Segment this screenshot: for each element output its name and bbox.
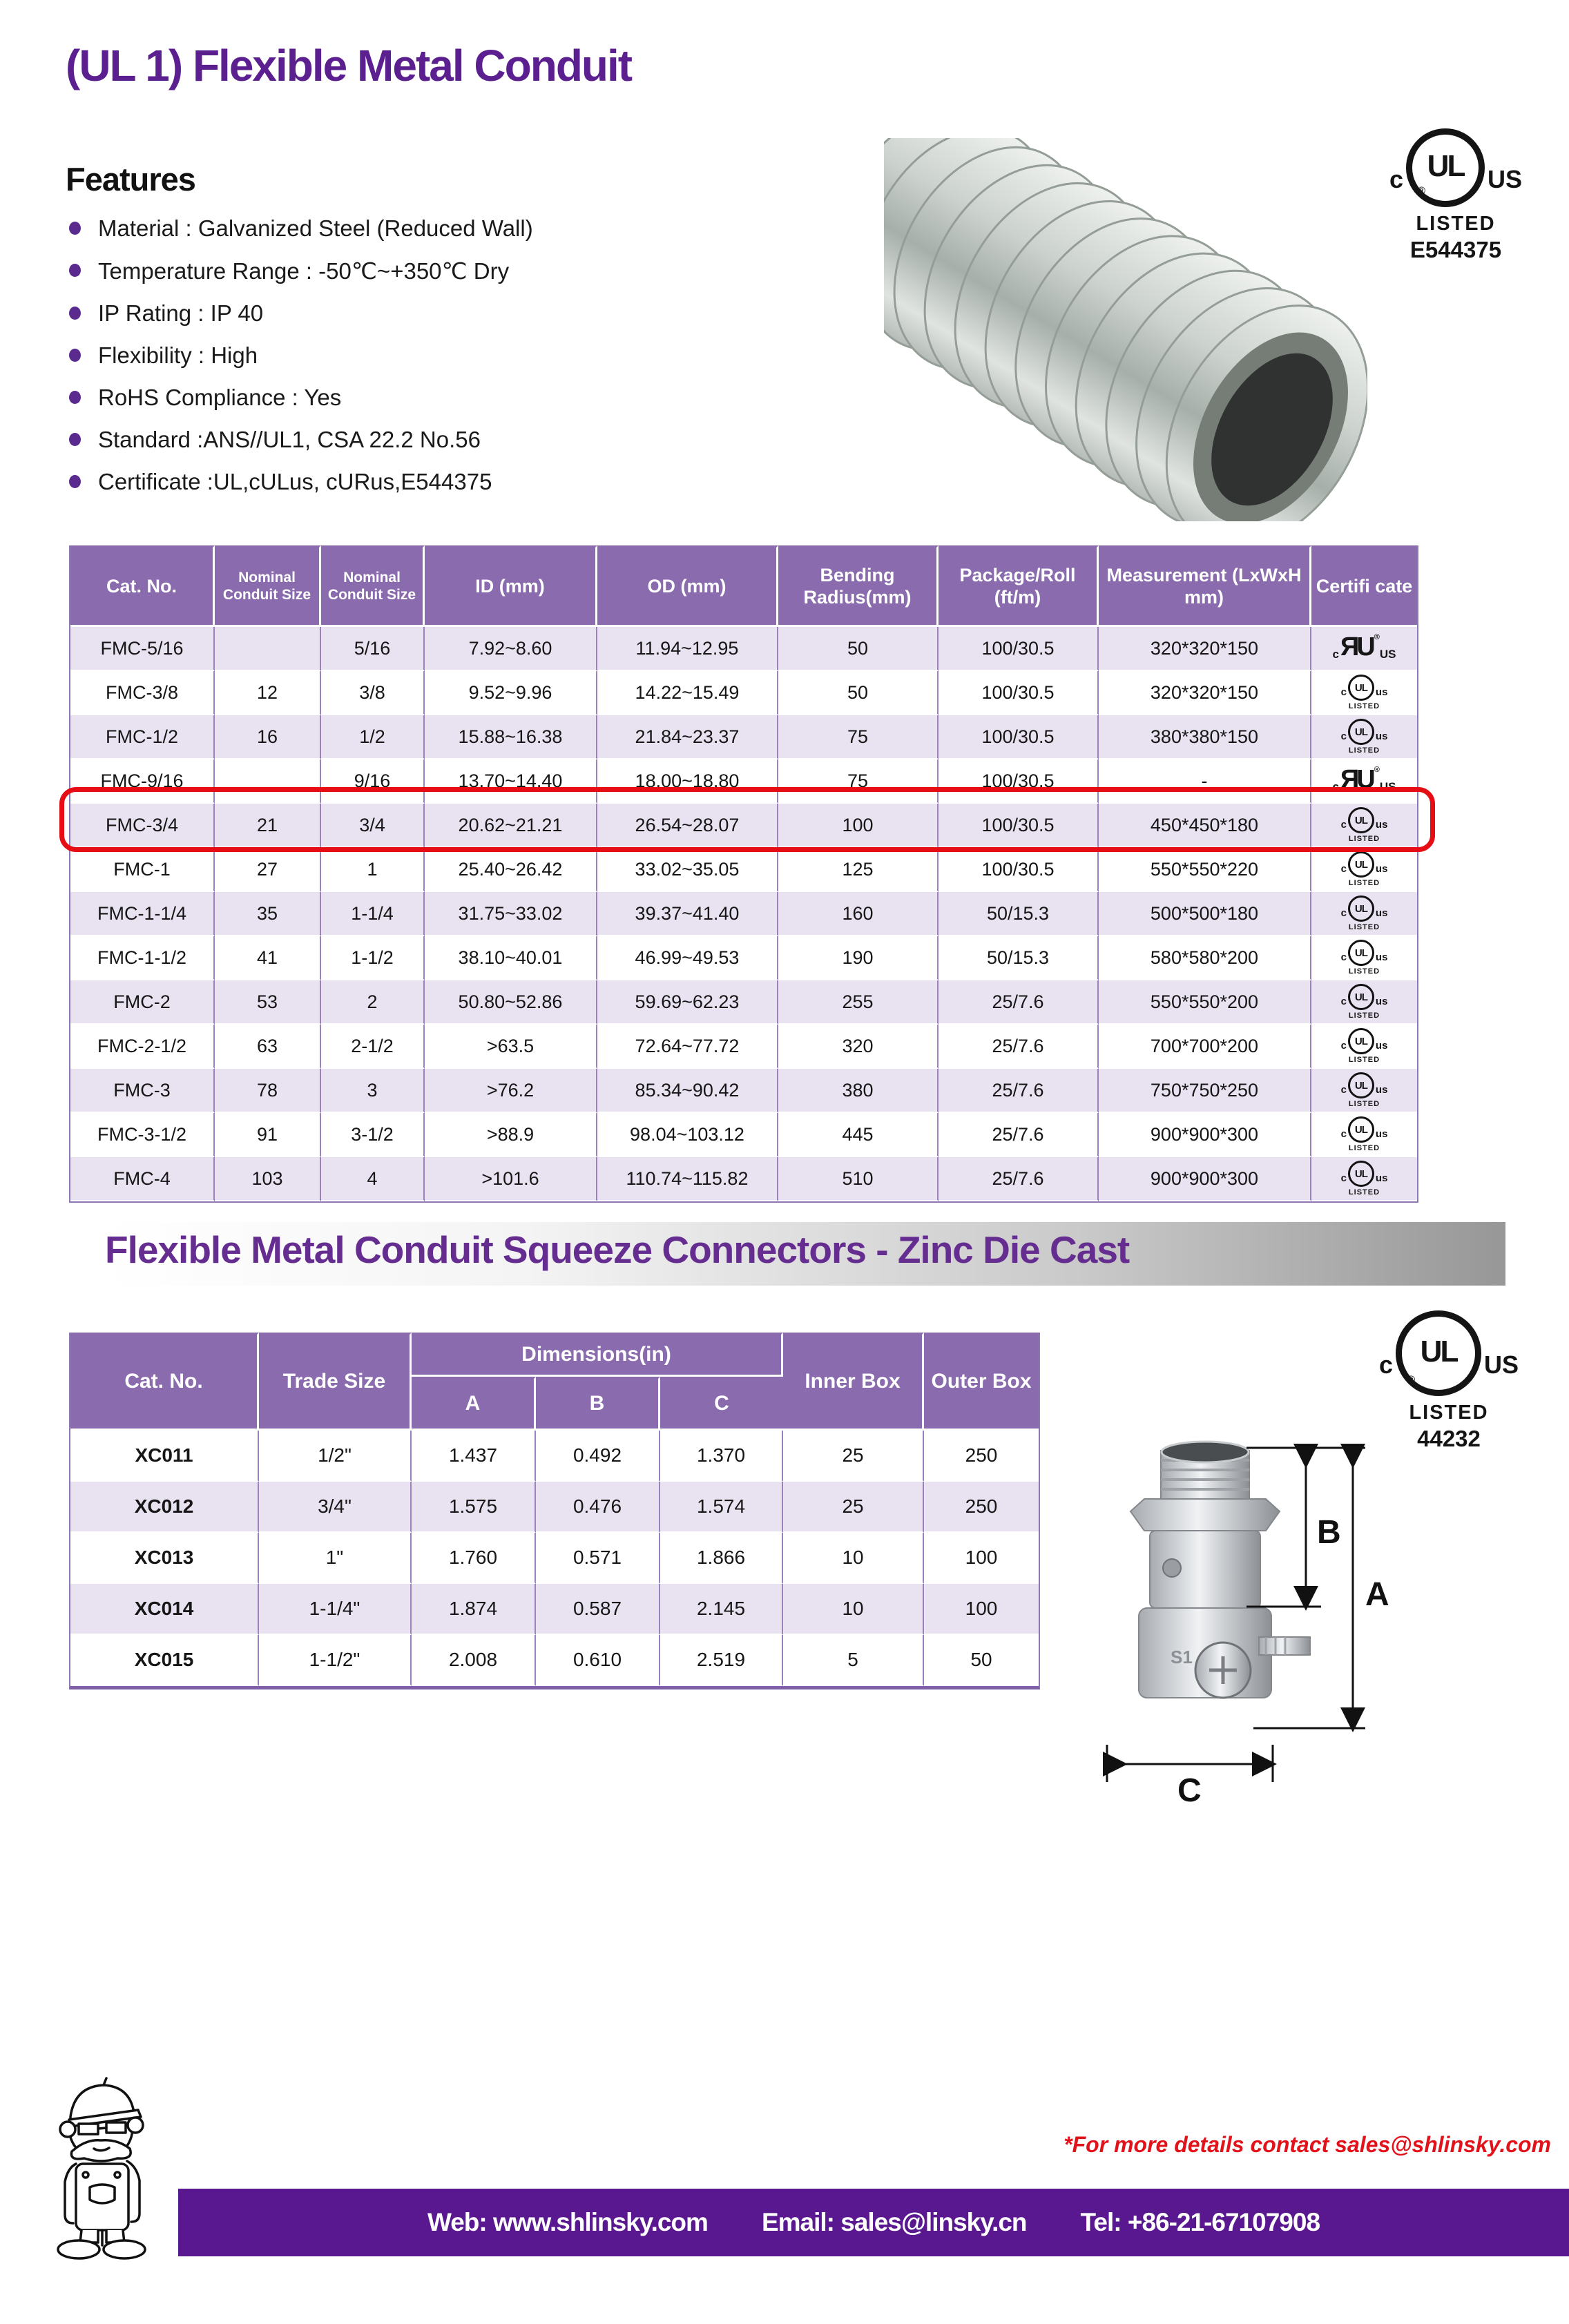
feature-rohs: RoHS Compliance : Yes bbox=[69, 385, 533, 411]
package-roll-cell: 100/30.5 bbox=[938, 715, 1099, 759]
inner-box-cell: 10 bbox=[783, 1584, 924, 1635]
certificate-cell bbox=[1311, 848, 1417, 892]
package-roll-cell: 50/15.3 bbox=[938, 892, 1099, 936]
table-row bbox=[70, 936, 1417, 980]
table-row bbox=[70, 1533, 1039, 1584]
table-row bbox=[70, 1635, 1039, 1686]
nominal-size-mm-cell: 78 bbox=[215, 1069, 321, 1113]
connector-nut bbox=[1130, 1499, 1280, 1531]
inner-box-cell: 25 bbox=[783, 1482, 924, 1533]
nominal-size-in-cell: 5/16 bbox=[321, 627, 425, 671]
col2-trade-size: Trade Size bbox=[259, 1333, 412, 1431]
id-mm-cell: 13.70~14.40 bbox=[425, 759, 597, 804]
measurement-cell: - bbox=[1099, 759, 1311, 804]
col2-inner-box: Inner Box bbox=[783, 1333, 924, 1431]
ul-c-letter: c bbox=[1378, 1350, 1393, 1379]
od-mm-cell: 21.84~23.37 bbox=[597, 715, 778, 759]
nominal-size-mm-cell: 53 bbox=[215, 980, 321, 1025]
col-od-mm: OD (mm) bbox=[597, 545, 778, 627]
table1-header-row bbox=[70, 545, 1417, 627]
culus-listed-icon: c UL us LISTED bbox=[1341, 895, 1388, 931]
ul-listed-logo-top bbox=[1378, 128, 1533, 263]
dim-label-b: B bbox=[1317, 1514, 1341, 1551]
cat-no-cell: FMC-5/16 bbox=[70, 627, 215, 671]
od-mm-cell: 39.37~41.40 bbox=[597, 892, 778, 936]
table-row bbox=[70, 980, 1417, 1025]
culus-listed-icon: c UL us LISTED bbox=[1341, 1116, 1388, 1152]
id-mm-cell: 9.52~9.96 bbox=[425, 671, 597, 715]
table2-header-row1 bbox=[70, 1333, 1039, 1377]
measurement-cell: 750*750*250 bbox=[1099, 1069, 1311, 1113]
od-mm-cell: 14.22~15.49 bbox=[597, 671, 778, 715]
table-row bbox=[70, 1157, 1417, 1201]
nominal-size-mm-cell: 21 bbox=[215, 804, 321, 848]
id-mm-cell: 7.92~8.60 bbox=[425, 627, 597, 671]
trade-size-cell: 1-1/2" bbox=[259, 1635, 412, 1686]
dim-c-cell: 1.574 bbox=[660, 1482, 783, 1533]
measurement-cell: 450*450*180 bbox=[1099, 804, 1311, 848]
table-row bbox=[70, 715, 1417, 759]
bending-radius-cell: 255 bbox=[778, 980, 938, 1025]
table-row bbox=[70, 1025, 1417, 1069]
culus-listed-icon: c UL us LISTED bbox=[1341, 719, 1388, 755]
certificate-cell bbox=[1311, 980, 1417, 1025]
trade-size-cell: 1-1/4" bbox=[259, 1584, 412, 1635]
od-mm-cell: 85.34~90.42 bbox=[597, 1069, 778, 1113]
col2-cat-no: Cat. No. bbox=[70, 1333, 259, 1431]
footer-tel: Tel: +86-21-67107908 bbox=[1080, 2208, 1320, 2236]
col-nominal-size-in: Nominal Conduit Size bbox=[321, 545, 425, 627]
certificate-cell bbox=[1311, 671, 1417, 715]
cat-no-cell: FMC-2 bbox=[70, 980, 215, 1025]
dim-c-cell: 2.145 bbox=[660, 1584, 783, 1635]
package-roll-cell: 100/30.5 bbox=[938, 759, 1099, 804]
nominal-size-mm-cell: 103 bbox=[215, 1157, 321, 1201]
bending-radius-cell: 160 bbox=[778, 892, 938, 936]
dim-a-cell: 1.437 bbox=[412, 1431, 536, 1482]
page-title: (UL 1) Flexible Metal Conduit bbox=[66, 41, 632, 90]
nominal-size-mm-cell: 35 bbox=[215, 892, 321, 936]
dim-b-cell: 0.587 bbox=[536, 1584, 660, 1635]
inner-box-cell: 5 bbox=[783, 1635, 924, 1686]
bending-radius-cell: 190 bbox=[778, 936, 938, 980]
od-mm-cell: 98.04~103.12 bbox=[597, 1113, 778, 1157]
features-heading: Features bbox=[66, 161, 195, 197]
cat-no-cell: FMC-1/2 bbox=[70, 715, 215, 759]
package-roll-cell: 25/7.6 bbox=[938, 1025, 1099, 1069]
culus-listed-icon: c UL us LISTED bbox=[1341, 940, 1388, 976]
id-mm-cell: 31.75~33.02 bbox=[425, 892, 597, 936]
measurement-cell: 900*900*300 bbox=[1099, 1157, 1311, 1201]
measurement-cell: 380*380*150 bbox=[1099, 715, 1311, 759]
nominal-size-mm-cell bbox=[215, 627, 321, 671]
certificate-cell bbox=[1311, 1157, 1417, 1201]
measurement-cell: 550*550*200 bbox=[1099, 980, 1311, 1025]
contact-note: *For more details contact sales@shlinsky.com bbox=[1063, 2132, 1551, 2157]
table-row bbox=[70, 848, 1417, 892]
footer-web: Web: www.shlinsky.com bbox=[427, 2208, 708, 2236]
curus-recognized-icon: c ЯU ® US bbox=[1332, 765, 1396, 794]
nominal-size-in-cell: 9/16 bbox=[321, 759, 425, 804]
ul-circle-icon: UL bbox=[1348, 1161, 1374, 1187]
outer-box-cell: 50 bbox=[924, 1635, 1039, 1686]
measurement-cell: 900*900*300 bbox=[1099, 1113, 1311, 1157]
ul-circle-icon: UL ® bbox=[1396, 1310, 1481, 1396]
package-roll-cell: 50/15.3 bbox=[938, 936, 1099, 980]
ul-circle-icon: UL bbox=[1348, 719, 1374, 745]
nominal-size-in-cell: 3/8 bbox=[321, 671, 425, 715]
feature-material: Material : Galvanized Steel (Reduced Wall) bbox=[69, 215, 533, 242]
curus-recognized-icon: c ЯU ® US bbox=[1332, 632, 1396, 661]
package-roll-cell: 25/7.6 bbox=[938, 1069, 1099, 1113]
nominal-size-in-cell: 3 bbox=[321, 1069, 425, 1113]
dim-b-cell: 0.476 bbox=[536, 1482, 660, 1533]
culus-listed-icon: c UL us LISTED bbox=[1341, 1028, 1388, 1064]
table-row bbox=[70, 1584, 1039, 1635]
inner-box-cell: 25 bbox=[783, 1431, 924, 1482]
dim-a-cell: 1.760 bbox=[412, 1533, 536, 1584]
bending-radius-cell: 445 bbox=[778, 1113, 938, 1157]
table-row bbox=[70, 1431, 1039, 1482]
table-row bbox=[70, 892, 1417, 936]
conduit-product-photo bbox=[884, 138, 1367, 521]
table-row bbox=[70, 671, 1417, 715]
nominal-size-mm-cell bbox=[215, 759, 321, 804]
col2-outer-box: Outer Box bbox=[924, 1333, 1039, 1431]
table-row bbox=[70, 627, 1417, 671]
nominal-size-mm-cell: 27 bbox=[215, 848, 321, 892]
cat-no-cell: FMC-3-1/2 bbox=[70, 1113, 215, 1157]
outer-box-cell: 250 bbox=[924, 1431, 1039, 1482]
od-mm-cell: 33.02~35.05 bbox=[597, 848, 778, 892]
dim-b-cell: 0.492 bbox=[536, 1431, 660, 1482]
inner-box-cell: 10 bbox=[783, 1533, 924, 1584]
dim-label-c: C bbox=[1177, 1772, 1202, 1805]
package-roll-cell: 25/7.6 bbox=[938, 1113, 1099, 1157]
bending-radius-cell: 125 bbox=[778, 848, 938, 892]
trade-size-cell: 1" bbox=[259, 1533, 412, 1584]
feature-ip-rating: IP Rating : IP 40 bbox=[69, 300, 533, 327]
od-mm-cell: 72.64~77.72 bbox=[597, 1025, 778, 1069]
measurement-cell: 320*320*150 bbox=[1099, 671, 1311, 715]
cat-no-cell: XC014 bbox=[70, 1584, 259, 1635]
cat-no-cell: XC011 bbox=[70, 1431, 259, 1482]
ul-circle-icon: UL bbox=[1348, 895, 1374, 922]
trade-size-cell: 1/2" bbox=[259, 1431, 412, 1482]
nominal-size-in-cell: 2 bbox=[321, 980, 425, 1025]
cat-no-cell: FMC-1-1/2 bbox=[70, 936, 215, 980]
ul-us-letters: US bbox=[1488, 165, 1523, 193]
nominal-size-in-cell: 4 bbox=[321, 1157, 425, 1201]
bending-radius-cell: 75 bbox=[778, 715, 938, 759]
od-mm-cell: 59.69~62.23 bbox=[597, 980, 778, 1025]
id-mm-cell: 50.80~52.86 bbox=[425, 980, 597, 1025]
od-mm-cell: 18.00~18.80 bbox=[597, 759, 778, 804]
feature-standard: Standard :ANS//UL1, CSA 22.2 No.56 bbox=[69, 427, 533, 453]
ul-listed-text: LISTED bbox=[1416, 213, 1496, 235]
measurement-cell: 700*700*200 bbox=[1099, 1025, 1311, 1069]
od-mm-cell: 11.94~12.95 bbox=[597, 627, 778, 671]
bending-radius-cell: 50 bbox=[778, 627, 938, 671]
outer-box-cell: 100 bbox=[924, 1533, 1039, 1584]
measurement-cell: 550*550*220 bbox=[1099, 848, 1311, 892]
cat-no-cell: FMC-9/16 bbox=[70, 759, 215, 804]
certificate-cell bbox=[1311, 1113, 1417, 1157]
bending-radius-cell: 510 bbox=[778, 1157, 938, 1201]
dim-a-cell: 2.008 bbox=[412, 1635, 536, 1686]
conduit-spec-table bbox=[69, 545, 1418, 1203]
dim-label-a: A bbox=[1365, 1576, 1389, 1613]
bending-radius-cell: 50 bbox=[778, 671, 938, 715]
dim-a-cell: 1.874 bbox=[412, 1584, 536, 1635]
cat-no-cell: FMC-1-1/4 bbox=[70, 892, 215, 936]
ul-file-number: 44232 bbox=[1417, 1426, 1481, 1451]
package-roll-cell: 100/30.5 bbox=[938, 804, 1099, 848]
certificate-cell bbox=[1311, 936, 1417, 980]
certificate-cell bbox=[1311, 1025, 1417, 1069]
feature-certificate: Certificate :UL,cULus, cURus,E544375 bbox=[69, 469, 533, 495]
col-certificate: Certifi cate bbox=[1311, 545, 1417, 627]
dim-b-cell: 0.571 bbox=[536, 1533, 660, 1584]
od-mm-cell: 46.99~49.53 bbox=[597, 936, 778, 980]
bending-radius-cell: 380 bbox=[778, 1069, 938, 1113]
col2-dim-a: A bbox=[412, 1377, 536, 1431]
dim-c-cell: 2.519 bbox=[660, 1635, 783, 1686]
nominal-size-in-cell: 3/4 bbox=[321, 804, 425, 848]
outer-box-cell: 250 bbox=[924, 1482, 1039, 1533]
culus-listed-icon: c UL us LISTED bbox=[1341, 984, 1388, 1020]
culus-listed-icon: c UL us LISTED bbox=[1341, 807, 1388, 843]
od-mm-cell: 26.54~28.07 bbox=[597, 804, 778, 848]
cat-no-cell: FMC-3/4 bbox=[70, 804, 215, 848]
nominal-size-in-cell: 1-1/2 bbox=[321, 936, 425, 980]
cat-no-cell: XC012 bbox=[70, 1482, 259, 1533]
cat-no-cell: FMC-3 bbox=[70, 1069, 215, 1113]
certificate-cell bbox=[1311, 715, 1417, 759]
package-roll-cell: 100/30.5 bbox=[938, 671, 1099, 715]
package-roll-cell: 100/30.5 bbox=[938, 627, 1099, 671]
ul-circle-icon: UL ® bbox=[1406, 128, 1485, 207]
certificate-cell bbox=[1311, 759, 1417, 804]
part-label: S1 bbox=[1171, 1647, 1193, 1667]
cat-no-cell: XC015 bbox=[70, 1635, 259, 1686]
ul-circle-icon: UL bbox=[1348, 1072, 1374, 1098]
certificate-cell bbox=[1311, 627, 1417, 671]
table-row bbox=[70, 759, 1417, 804]
nominal-size-in-cell: 2-1/2 bbox=[321, 1025, 425, 1069]
table-row bbox=[70, 1113, 1417, 1157]
ul-circle-icon: UL bbox=[1348, 984, 1374, 1010]
nominal-size-in-cell: 1 bbox=[321, 848, 425, 892]
dim-c-cell: 1.370 bbox=[660, 1431, 783, 1482]
measurement-cell: 500*500*180 bbox=[1099, 892, 1311, 936]
bending-radius-cell: 100 bbox=[778, 804, 938, 848]
id-mm-cell: >76.2 bbox=[425, 1069, 597, 1113]
trade-size-cell: 3/4" bbox=[259, 1482, 412, 1533]
footer-email: Email: sales@linsky.cn bbox=[761, 2208, 1027, 2236]
cat-no-cell: FMC-3/8 bbox=[70, 671, 215, 715]
od-mm-cell: 110.74~115.82 bbox=[597, 1157, 778, 1201]
col-package-roll: Package/Roll (ft/m) bbox=[938, 545, 1099, 627]
id-mm-cell: 38.10~40.01 bbox=[425, 936, 597, 980]
ul-circle-icon: UL bbox=[1348, 1116, 1374, 1143]
dim-a-cell: 1.575 bbox=[412, 1482, 536, 1533]
id-mm-cell: >63.5 bbox=[425, 1025, 597, 1069]
feature-temperature: Temperature Range : -50℃~+350℃ Dry bbox=[69, 258, 533, 284]
cat-no-cell: XC013 bbox=[70, 1533, 259, 1584]
certificate-cell bbox=[1311, 1069, 1417, 1113]
ul-file-number: E544375 bbox=[1409, 237, 1502, 262]
id-mm-cell: 25.40~26.42 bbox=[425, 848, 597, 892]
cat-no-cell: FMC-1 bbox=[70, 848, 215, 892]
certificate-cell bbox=[1311, 892, 1417, 936]
certificate-cell bbox=[1311, 804, 1417, 848]
package-roll-cell: 25/7.6 bbox=[938, 1157, 1099, 1201]
table-row bbox=[70, 1482, 1039, 1533]
nominal-size-in-cell: 3-1/2 bbox=[321, 1113, 425, 1157]
feature-flexibility: Flexibility : High bbox=[69, 342, 533, 369]
nominal-size-mm-cell: 41 bbox=[215, 936, 321, 980]
col-bending-radius: Bending Radius(mm) bbox=[778, 545, 938, 627]
section2-title: Flexible Metal Conduit Squeeze Connectors - Zinc Die Cast bbox=[105, 1228, 1130, 1271]
id-mm-cell: >101.6 bbox=[425, 1157, 597, 1201]
nominal-size-in-cell: 1/2 bbox=[321, 715, 425, 759]
bending-radius-cell: 320 bbox=[778, 1025, 938, 1069]
col-nominal-size-mm: Nominal Conduit Size bbox=[215, 545, 321, 627]
nominal-size-mm-cell: 91 bbox=[215, 1113, 321, 1157]
connector-dimension-diagram bbox=[1081, 1433, 1398, 1805]
connector-spec-table bbox=[69, 1333, 1040, 1689]
package-roll-cell: 100/30.5 bbox=[938, 848, 1099, 892]
ul-circle-icon: UL bbox=[1348, 675, 1374, 701]
col-measurement: Measurement (LxWxH mm) bbox=[1099, 545, 1311, 627]
culus-listed-icon: c UL us LISTED bbox=[1341, 1072, 1388, 1108]
connector-threads bbox=[1161, 1442, 1249, 1499]
table-row bbox=[70, 804, 1417, 848]
cat-no-cell: FMC-2-1/2 bbox=[70, 1025, 215, 1069]
culus-listed-icon: c UL us LISTED bbox=[1341, 675, 1388, 710]
col2-dim-c: C bbox=[660, 1377, 783, 1431]
package-roll-cell: 25/7.6 bbox=[938, 980, 1099, 1025]
nominal-size-in-cell: 1-1/4 bbox=[321, 892, 425, 936]
dim-c-cell: 1.866 bbox=[660, 1533, 783, 1584]
measurement-cell: 320*320*150 bbox=[1099, 627, 1311, 671]
id-mm-cell: 15.88~16.38 bbox=[425, 715, 597, 759]
culus-listed-icon: c UL us LISTED bbox=[1341, 851, 1388, 887]
col-cat-no: Cat. No. bbox=[70, 545, 215, 627]
cat-no-cell: FMC-4 bbox=[70, 1157, 215, 1201]
col2-dim-b: B bbox=[536, 1377, 660, 1431]
nominal-size-mm-cell: 12 bbox=[215, 671, 321, 715]
nominal-size-mm-cell: 63 bbox=[215, 1025, 321, 1069]
col-id-mm: ID (mm) bbox=[425, 545, 597, 627]
outer-box-cell: 100 bbox=[924, 1584, 1039, 1635]
ul-listed-logo-connector bbox=[1366, 1310, 1532, 1452]
nominal-size-mm-cell: 16 bbox=[215, 715, 321, 759]
features-list bbox=[69, 215, 533, 511]
ul-us-letters: US bbox=[1484, 1350, 1519, 1379]
mascot-illustration bbox=[40, 2071, 164, 2265]
ul-circle-icon: UL bbox=[1348, 807, 1374, 833]
ul-listed-text: LISTED bbox=[1409, 1402, 1489, 1424]
ul-circle-icon: UL bbox=[1348, 851, 1374, 878]
bending-radius-cell: 75 bbox=[778, 759, 938, 804]
ul-circle-icon: UL bbox=[1348, 1028, 1374, 1054]
dim-b-cell: 0.610 bbox=[536, 1635, 660, 1686]
ul-c-letter: c bbox=[1389, 165, 1403, 193]
culus-listed-icon: c UL us LISTED bbox=[1341, 1161, 1388, 1197]
id-mm-cell: 20.62~21.21 bbox=[425, 804, 597, 848]
ul-circle-icon: UL bbox=[1348, 940, 1374, 966]
footer-bar bbox=[178, 2189, 1569, 2256]
id-mm-cell: >88.9 bbox=[425, 1113, 597, 1157]
table-row bbox=[70, 1069, 1417, 1113]
col2-dimensions: Dimensions(in) bbox=[412, 1333, 783, 1377]
measurement-cell: 580*580*200 bbox=[1099, 936, 1311, 980]
